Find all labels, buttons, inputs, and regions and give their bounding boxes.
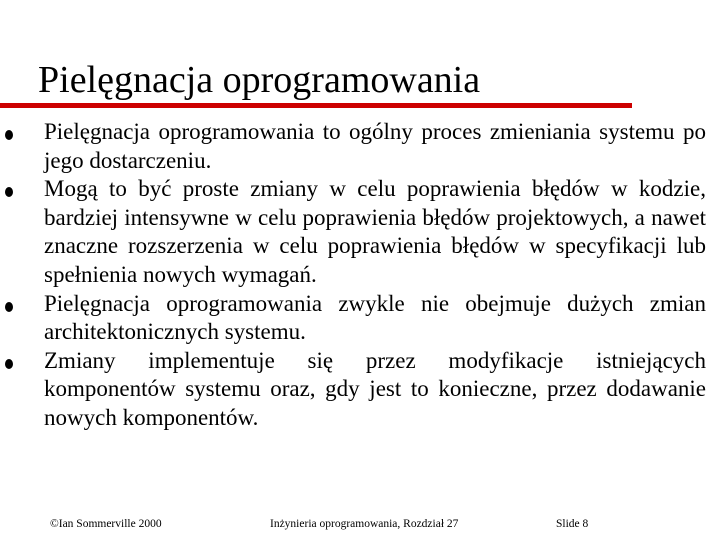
footer-slide-number: Slide 8	[556, 518, 589, 530]
bullet-dot-icon	[5, 130, 13, 140]
bullet-item	[0, 290, 720, 347]
footer-course: Inżynieria oprogramowania, Rozdział 27	[270, 518, 459, 530]
footer-copyright: ©Ian Sommerville 2000	[50, 518, 162, 530]
bullet-item	[0, 118, 720, 175]
bullet-item	[0, 347, 720, 433]
bullet-dot-icon	[5, 359, 13, 369]
bullet-list	[0, 118, 720, 433]
title-underline	[0, 103, 632, 108]
slide-title: Pielęgnacja oprogramowania	[38, 59, 481, 101]
bullet-dot-icon	[5, 187, 13, 197]
bullet-dot-icon	[5, 302, 13, 312]
bullet-text: Pielęgnacja oprogramowania zwykle nie obejmuje dużych zmian architektonicznych systemu.	[44, 290, 706, 345]
bullet-item	[0, 175, 720, 289]
bullet-text: Mogą to być proste zmiany w celu poprawienia błędów w kodzie, bardziej intensywne w celu poprawienia błędów projektowych, a nawet znaczne rozszerzenia w celu poprawienia błędów w specyfikacji lub spełnienia nowych wymagań.	[44, 176, 706, 287]
bullet-text: Zmiany implementuje się przez modyfikacje istniejących komponentów systemu oraz, gdy jest to konieczne, przez dodawanie nowych komponentów.	[44, 347, 706, 430]
bullet-text: Pielęgnacja oprogramowania to ogólny proces zmieniania systemu po jego dostarczeniu.	[44, 119, 706, 173]
